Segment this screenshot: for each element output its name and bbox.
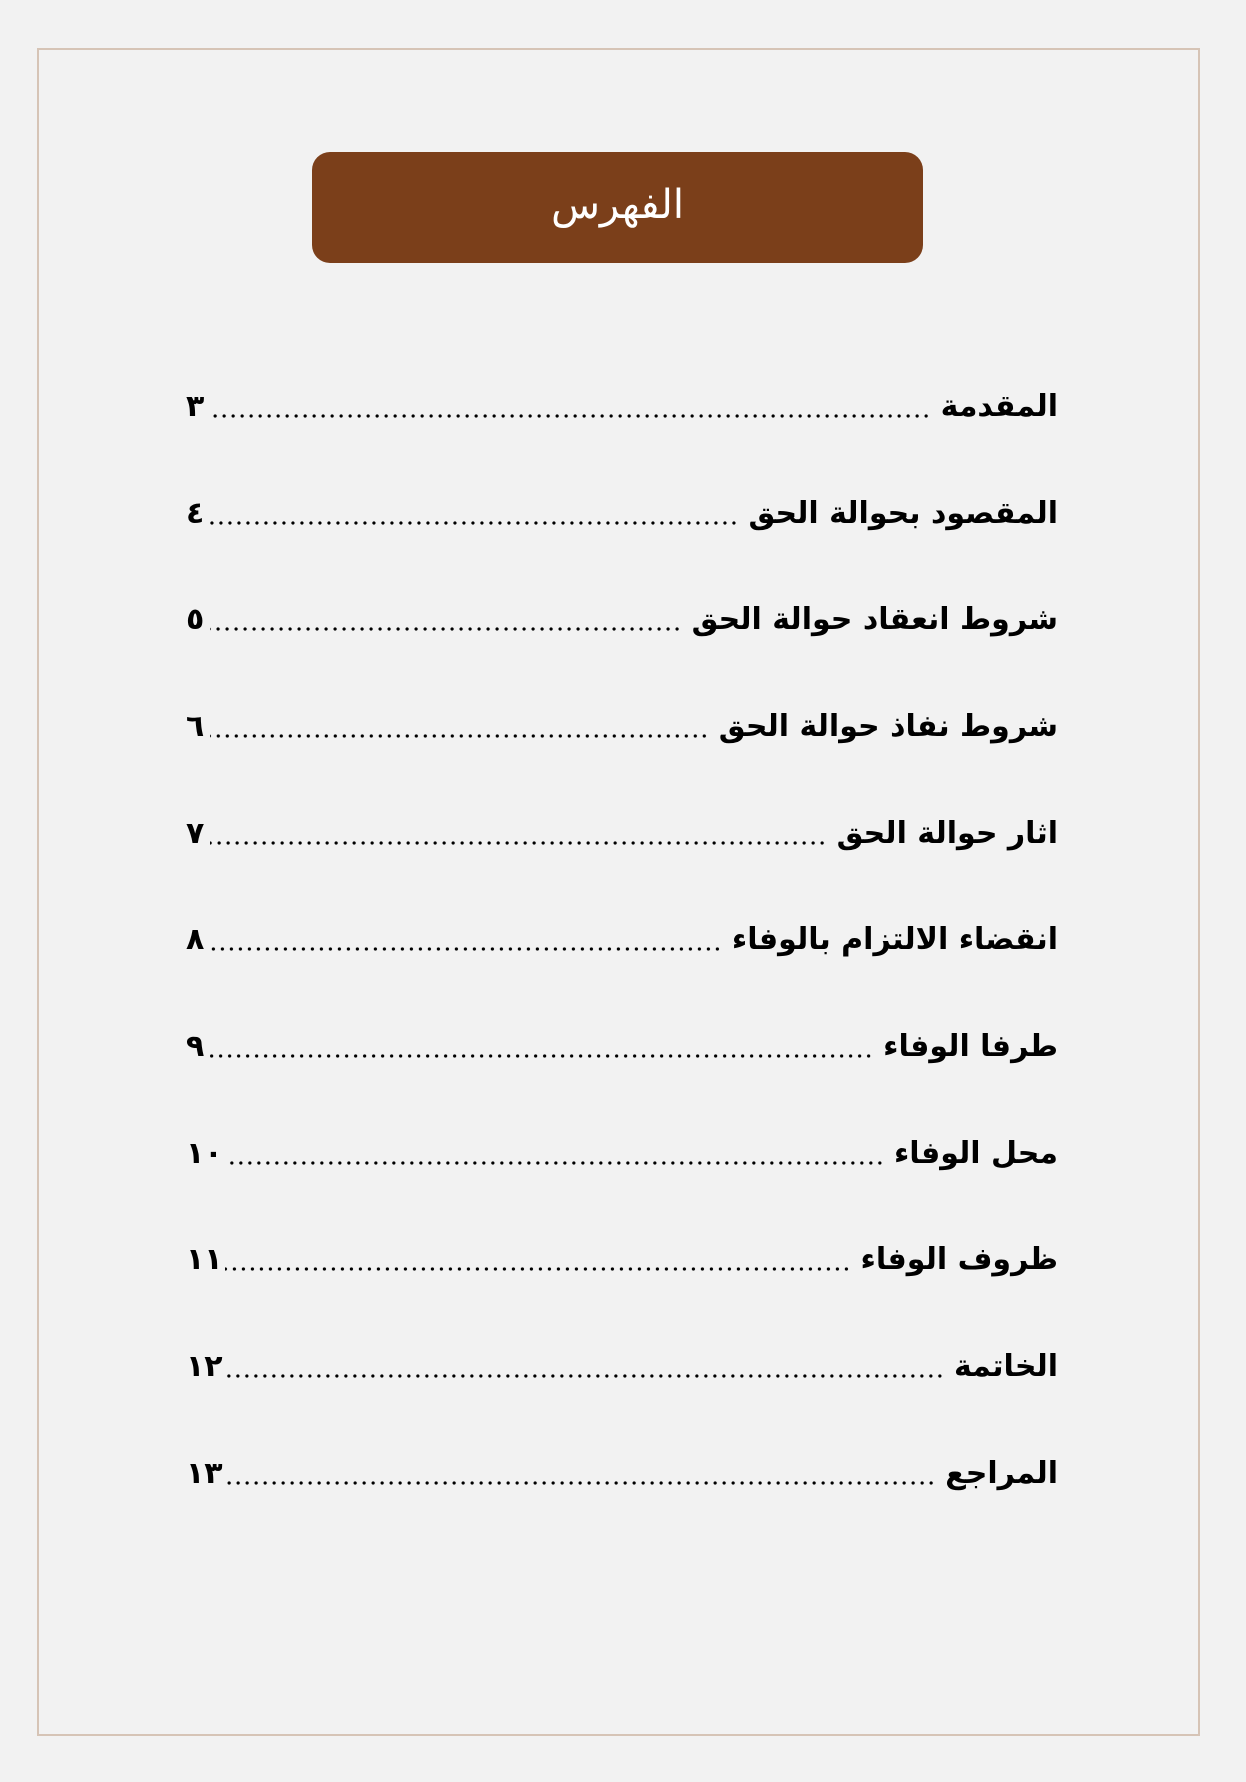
toc-entry-label: المقدمة bbox=[940, 389, 1058, 424]
toc-entry-page: ١٢ bbox=[186, 1349, 223, 1384]
toc-entry-effects[interactable] bbox=[186, 799, 1058, 849]
toc-entry-references[interactable] bbox=[186, 1439, 1058, 1489]
toc-entry-label: شروط نفاذ حوالة الحق bbox=[718, 709, 1058, 744]
toc-entry-page: ٨ bbox=[186, 922, 205, 957]
toc-entry-label: المراجع bbox=[945, 1456, 1058, 1491]
toc-entry-definition[interactable] bbox=[186, 479, 1058, 529]
toc-entry-label: اثار حوالة الحق bbox=[836, 816, 1058, 851]
toc-entry-circumstances[interactable] bbox=[186, 1225, 1058, 1275]
dot-leader bbox=[225, 1161, 884, 1165]
toc-entry-page: ١٣ bbox=[186, 1456, 223, 1491]
toc-entry-page: ٣ bbox=[186, 389, 205, 424]
toc-entry-introduction[interactable] bbox=[186, 372, 1058, 422]
toc-entry-label: شروط انعقاد حوالة الحق bbox=[691, 602, 1058, 637]
toc-entry-extinction[interactable] bbox=[186, 905, 1058, 955]
dot-leader bbox=[225, 1374, 944, 1378]
toc-entry-label: الخاتمة bbox=[953, 1349, 1058, 1384]
dot-leader bbox=[210, 947, 722, 951]
dot-leader bbox=[225, 1481, 936, 1485]
title-banner bbox=[312, 152, 923, 263]
toc-entry-page: ١١ bbox=[186, 1242, 223, 1277]
dot-leader bbox=[210, 521, 738, 525]
dot-leader bbox=[210, 1054, 873, 1058]
toc-entry-page: ٥ bbox=[186, 602, 205, 637]
dot-leader bbox=[210, 414, 931, 418]
toc-entry-page: ٤ bbox=[186, 496, 205, 531]
dot-leader bbox=[225, 1267, 851, 1271]
toc-entry-page: ٩ bbox=[186, 1029, 205, 1064]
page-title: الفهرس bbox=[551, 181, 684, 228]
toc-entry-formation-conditions[interactable] bbox=[186, 585, 1058, 635]
toc-entry-label: المقصود بحوالة الحق bbox=[748, 496, 1058, 531]
dot-leader bbox=[210, 841, 827, 845]
toc-entry-page: ١٠ bbox=[186, 1136, 223, 1171]
toc-entry-enforcement-conditions[interactable] bbox=[186, 692, 1058, 742]
toc-entry-page: ٧ bbox=[186, 816, 205, 851]
dot-leader bbox=[210, 734, 709, 738]
toc-entry-parties[interactable] bbox=[186, 1012, 1058, 1062]
toc-entry-label: ظروف الوفاء bbox=[860, 1242, 1058, 1277]
toc-entry-label: انقضاء الالتزام بالوفاء bbox=[731, 922, 1058, 957]
toc-entry-page: ٦ bbox=[186, 709, 205, 744]
toc-entry-conclusion[interactable] bbox=[186, 1332, 1058, 1382]
toc-entry-label: محل الوفاء bbox=[893, 1136, 1058, 1171]
toc-entry-label: طرفا الوفاء bbox=[883, 1029, 1058, 1064]
toc-entry-subject[interactable] bbox=[186, 1119, 1058, 1169]
dot-leader bbox=[210, 627, 682, 631]
